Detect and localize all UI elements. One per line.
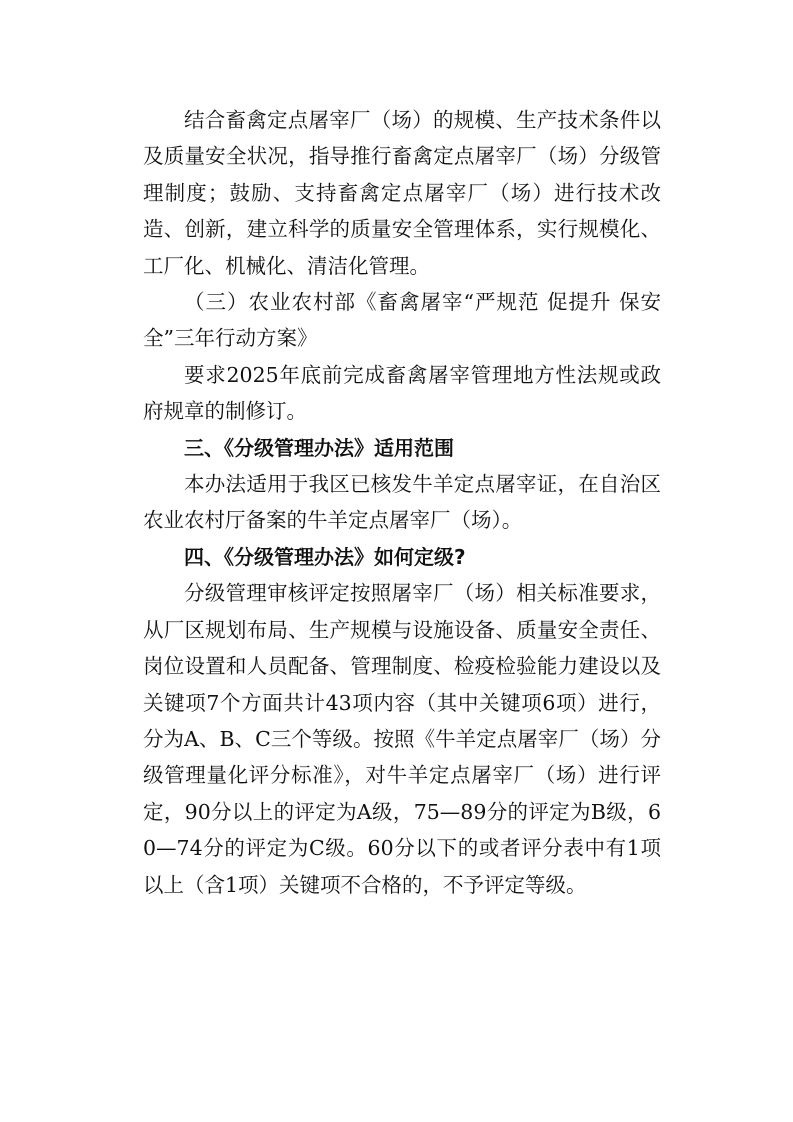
paragraph-grading-guidance: 结合畜禽定点屠宰厂（场）的规模、生产技术条件以及质量安全状况，指导推行畜禽定点屠宰厂（场）分级管理制度；鼓励、支持畜禽定点屠宰厂（场）进行技术改造、创新，建立科学的质量安全管理体系，实行规模化、工厂化、机械化、清洁化管理。	[143, 108, 661, 278]
paragraph-2025-requirement: 要求2025年底前完成畜禽屠宰管理地方性法规或政府规章的制修订。	[143, 362, 661, 424]
heading-grading: 四、《分级管理办法》如何定级?	[184, 544, 466, 569]
heading-scope: 三、《分级管理办法》适用范围	[184, 435, 454, 460]
paragraph-scope: 本办法适用于我区已核发牛羊定点屠宰证，在自治区农业农村厅备案的牛羊定点屠宰厂（场）。	[143, 472, 661, 533]
paragraph-grading-method: 分级管理审核评定按照屠宰厂（场）相关标准要求，从厂区规划布局、生产规模与设施设备、质量安全责任、岗位设置和人员配备、管理制度、检疫检验能力建设以及关键项7个方面共计43项内容（其中关键项6项）进行，分为A、B、C三个等级。按照《牛羊定点屠宰厂（场）分级管理量化评分标准》，对牛羊定点屠宰厂（场）进行评定，90分以上的评定为A级，75—89分的评定为B级，60—74分的评定为C级。60分以下的或者评分表中有1项以上（含1项）关键项不合格的，不予评定等级。	[143, 581, 661, 897]
paragraph-action-plan-title: （三）农业农村部《畜禽屠宰“严规范 促提升 保安全”三年行动方案》	[143, 290, 661, 351]
document-page	[143, 102, 661, 903]
